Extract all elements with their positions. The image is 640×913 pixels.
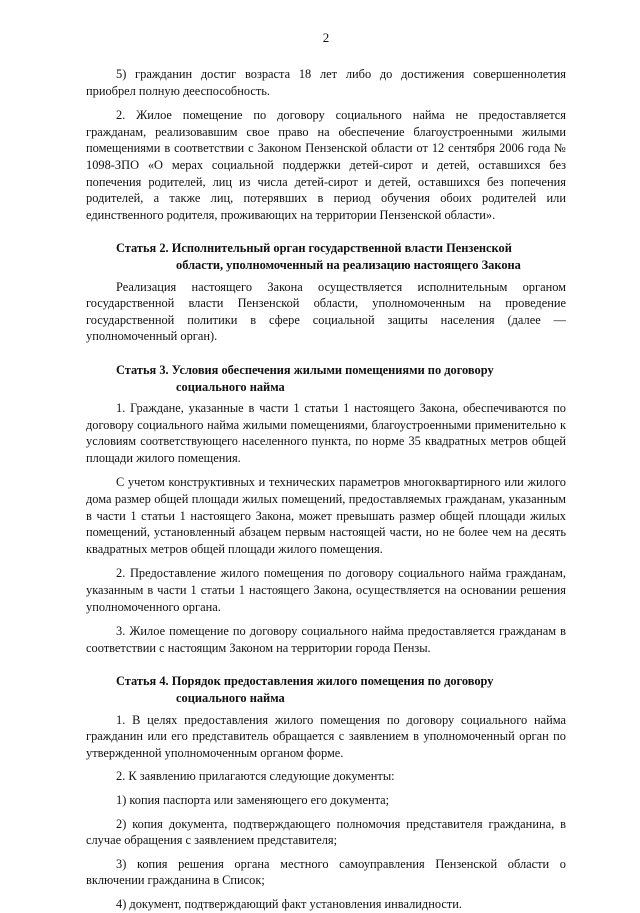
document-page <box>86 30 566 913</box>
paragraph-article-4-part-1: 1. В целях предоставления жилого помещения по договору социального найма гражданин или его представитель обращается с заявлением в уполномоченный орган по утвержденной уполномоченным органом форме. <box>86 712 566 760</box>
heading-article-4 <box>86 673 566 706</box>
paragraph-part-2: 2. Жилое помещение по договору социального найма не предоставляется гражданам, реализовавшим свое право на обеспечение благоустроенными жилыми помещениями в соответствии с Законом Пензенской области от 12 сентября 2006 года № 1098-ЗПО «О мерах социальной поддержки детей-сирот и детей, оставшихся без попечения родителей, лиц из числа детей-сирот и детей, оставшихся без попечения родителей, а также лиц, потерявших в период обучения обоих родителей или единственного родителя, проживающих на территории Пензенской области». <box>86 108 566 222</box>
paragraph-article-3-part-1: 1. Граждане, указанные в части 1 статьи 1 настоящего Закона, обеспечиваются по договору социального найма жилыми помещениями, благоустроенными применительно к условиям соответствующего населенного пункта, по норме 35 квадратных метров общей площади жилого помещения. <box>86 401 566 465</box>
paragraph-article-3-part-3: 3. Жилое помещение по договору социального найма предоставляется гражданам в соответствии с настоящим Законом на территории города Пензы. <box>86 624 566 655</box>
heading-article-3 <box>86 362 566 395</box>
heading-line: социального найма <box>176 691 285 705</box>
list-item-doc-1: 1) копия паспорта или заменяющего его документа; <box>116 792 390 807</box>
list-item-doc-2: 2) копия документа, подтверждающего полномочия представителя гражданина, в случае обращения с заявлением представителя; <box>86 816 566 848</box>
heading-line: Статья 2. Исполнительный орган государственной власти Пензенской <box>116 241 512 256</box>
heading-line: Статья 3. Условия обеспечения жилыми помещениями по договору <box>116 362 494 377</box>
paragraph-item-5: 5) гражданин достиг возраста 18 лет либо до достижения совершеннолетия приобрел полную дееспособность. <box>86 67 566 98</box>
list-item-doc-3: 3) копия решения органа местного самоуправления Пензенской области о включении гражданина в Список; <box>86 856 566 888</box>
paragraph-article-3-part-2: 2. Предоставление жилого помещения по договору социального найма гражданам, указанным в части 1 статьи 1 настоящего Закона, осуществляется на основании решения уполномоченного органа. <box>86 566 566 614</box>
paragraph-article-4-part-2: 2. К заявлению прилагаются следующие документы: <box>116 769 395 784</box>
paragraph-article-3-part-1-abs-2: С учетом конструктивных и технических параметров многоквартирного или жилого дома размер общей площади жилых помещений, предоставляемых гражданам, указанным в части 1 статьи 1 настоящего Закона, может превышать размер общей площади жилых помещений, установленный абзацем первым настоящей части, но не более чем на десять квадратных метров общей площади жилого помещения. <box>86 475 566 556</box>
page-number: 2 <box>322 30 330 45</box>
paragraph-article-2: Реализация настоящего Закона осуществляется исполнительным органом государственной власти Пензенской области, уполномоченным на проведение государственной политики в сфере социальной защиты населения (далее — уполномоченный орган). <box>86 279 566 344</box>
heading-line: области, уполномоченный на реализацию настоящего Закона <box>176 257 521 272</box>
heading-line: Статья 4. Порядок предоставления жилого помещения по договору <box>116 674 494 689</box>
list-item-doc-4: 4) документ, подтверждающий факт установления инвалидности. <box>116 896 462 911</box>
heading-line: социального найма <box>176 379 285 394</box>
heading-article-2 <box>86 240 566 273</box>
